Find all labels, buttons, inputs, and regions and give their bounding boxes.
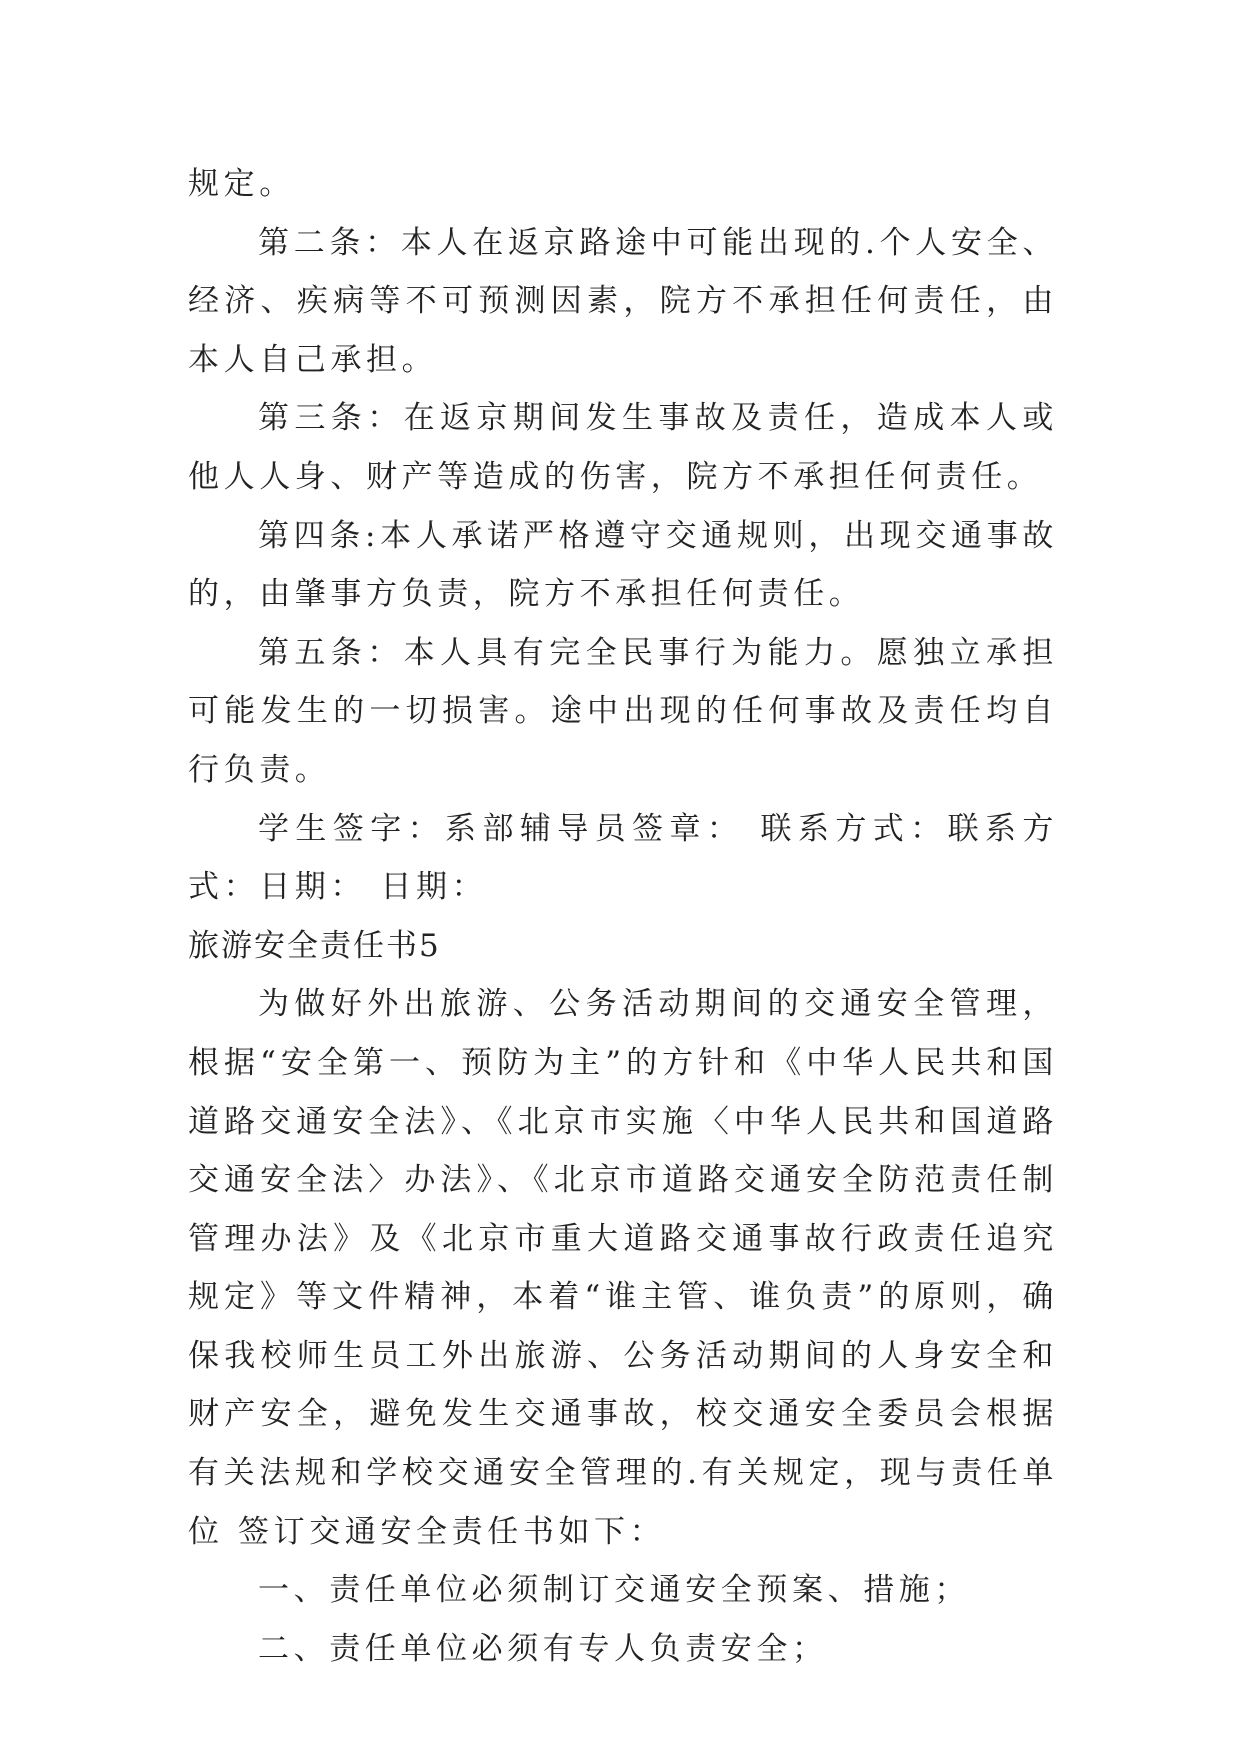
- signature-line: 学生签字：系部辅导员签章： 联系方式：联系方式：日期： 日期：: [188, 810, 1058, 906]
- list-item-1: 一、责任单位必须制订交通安全预案、措施；: [258, 1572, 970, 1609]
- list-item-2: 二、责任单位必须有专人负责安全；: [258, 1630, 828, 1667]
- section-heading: 旅游安全责任书5: [188, 927, 441, 964]
- intro-paragraph: 为做好外出旅游、公务活动期间的交通安全管理，根据“安全第一、预防为主”的方针和《中华人民共和国道路交通安全法》、《北京市实施〈中华人民共和国道路交通安全法〉办法》、《北京市道路交通安全防范责任制管理办法》及《北京市重大道路交通事故行政责任追究规定》等文件精神，本着“谁主管、谁负责”的原则，确保我校师生员工外出旅游、公务活动期间的人身安全和财产安全，避免发生交通事故，校交通安全委员会根据有关法规和学校交通安全管理的.有关规定，现与责任单位 签订交通安全责任书如下：: [188, 986, 1058, 1550]
- article-2-paragraph: 第二条：本人在返京路途中可能出现的.个人安全、经济、疾病等不可预测因素，院方不承担任何责任，由本人自己承担。: [188, 224, 1058, 378]
- article-3-paragraph: 第三条：在返京期间发生事故及责任，造成本人或他人人身、财产等造成的伤害，院方不承担任何责任。: [188, 400, 1058, 495]
- paragraph-continuation: 规定。: [188, 166, 295, 202]
- article-4-paragraph: 第四条:本人承诺严格遵守交通规则，出现交通事故的，由肇事方负责，院方不承担任何责任。: [188, 517, 1058, 613]
- document-body: [188, 155, 1058, 1678]
- article-5-paragraph: 第五条：本人具有完全民事行为能力。愿独立承担可能发生的一切损害。途中出现的任何事故及责任均自行负责。: [188, 634, 1058, 788]
